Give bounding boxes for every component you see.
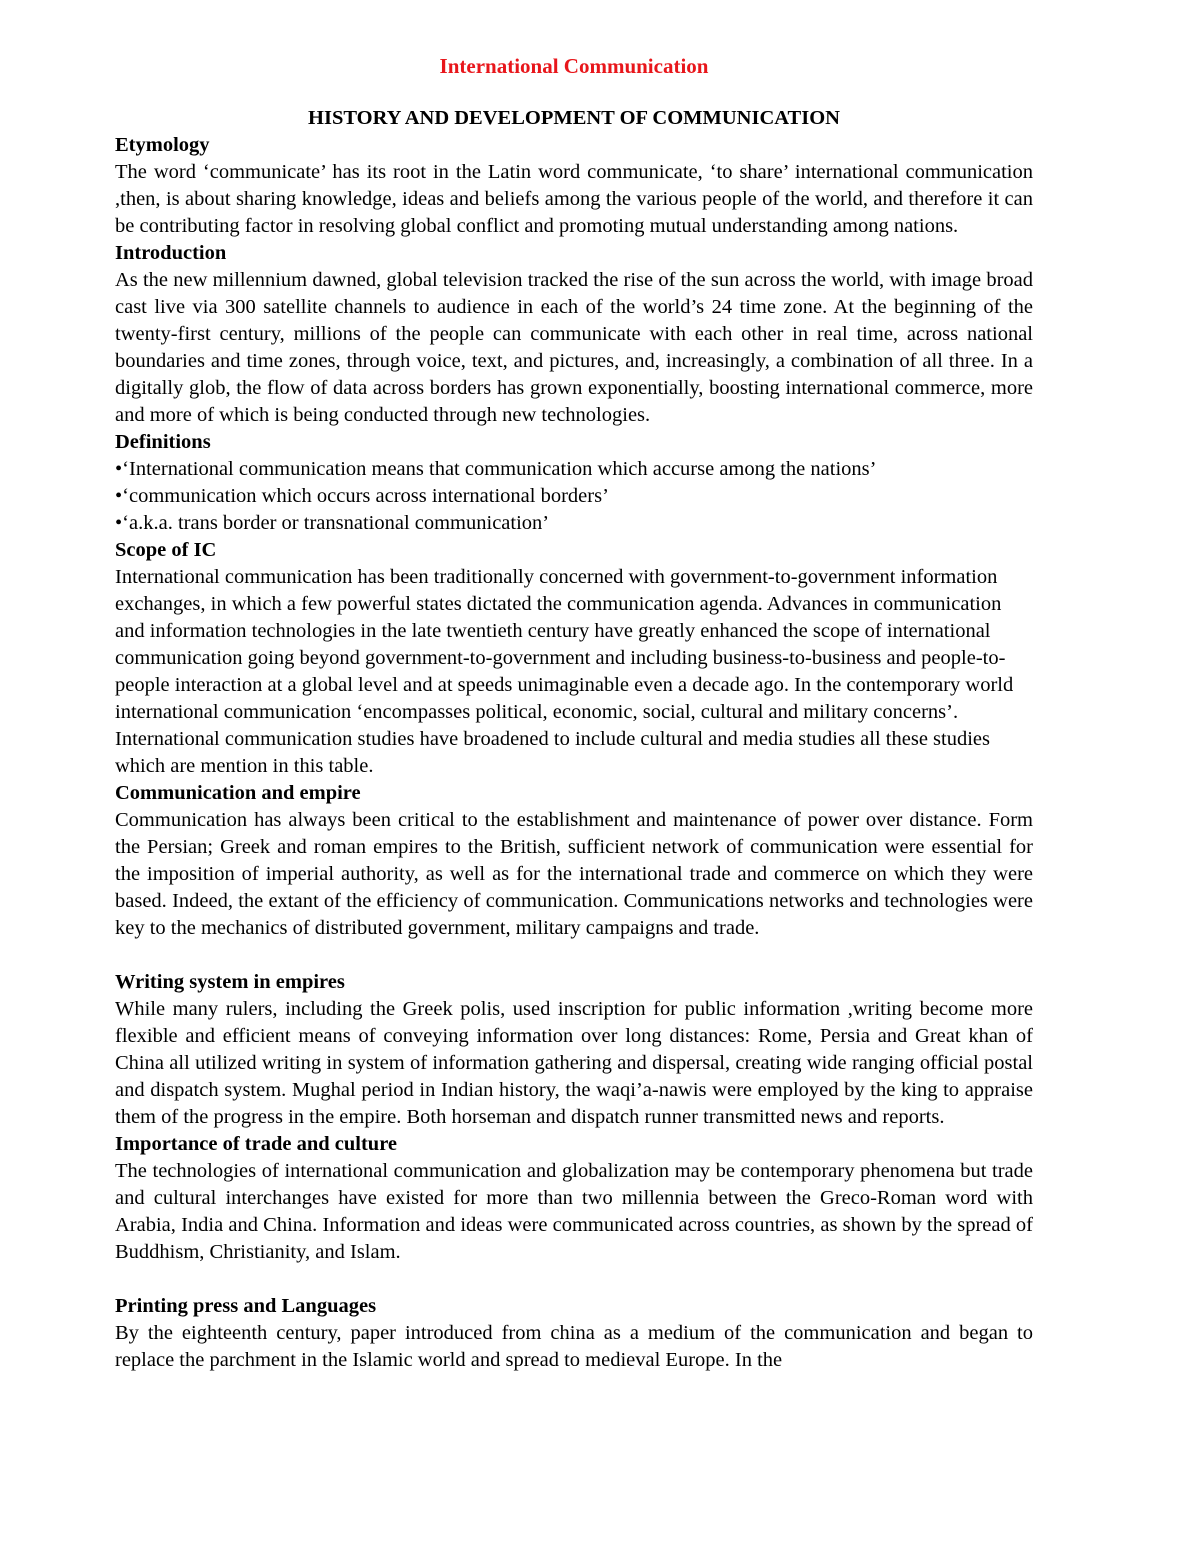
- empire-text: Communication has always been critical to the establishment and maintenance of power over distance. Form the Persian; Greek and roman empires to the British, sufficient network of communication were essential for the imposition of imperial authority, as well as for the international trade and commerce on which they were based. Indeed, the extant of the efficiency of communication. Communications networks and technologies were key to the mechanics of distributed government, military campaigns and trade.: [115, 809, 1033, 939]
- introduction-text: As the new millennium dawned, global television tracked the rise of the sun across the world, with image broad cast live via 300 satellite channels to audience in each of the world’s 24 time zone. At the beginning of the twenty-first century, millions of the people can communicate with each other in real time, across national boundaries and time zones, through voice, text, and pictures, and, increasingly, a combination of all three. In a digitally glob, the flow of data across borders has grown exponentially, boosting international commerce, more and more of which is being conducted through new technologies.: [115, 269, 1033, 426]
- trade-text: The technologies of international communication and globalization may be contemporary phenomena but trade and cultural interchanges have existed for more than two millennia between the Greco-Roman word with Arabia, India and China. Information and ideas were communicated across countries, as shown by the spread of Buddhism, Christianity, and Islam.: [115, 1160, 1033, 1263]
- scope-text: International communication has been traditionally concerned with government-to-government information exchanges, in which a few powerful states dictated the communication agenda. Advances in communication and information technologies in the late twentieth century have greatly enhanced the scope of international communication going beyond government-to-government and including business-to-business and people-to- people interaction at a global level and at speeds unimaginable even a decade ago. In the contemporary world international communication ‘encompasses political, economic, social, cultural and military concerns’. International communication studies have broadened to include cultural and media studies all these studies which are mention in this table.: [115, 566, 1014, 777]
- definitions-list: [115, 456, 1033, 537]
- definition-item: •‘communication which occurs across international borders’: [115, 485, 609, 507]
- definition-item: •‘International communication means that communication which accurse among the nations’: [115, 458, 877, 480]
- writing-heading: Writing system in empires: [115, 971, 345, 993]
- etymology-heading: Etymology: [115, 134, 210, 156]
- printing-heading: Printing press and Languages: [115, 1295, 377, 1317]
- document-title: International Communication: [439, 54, 709, 78]
- definitions-heading: Definitions: [115, 431, 211, 453]
- trade-heading: Importance of trade and culture: [115, 1133, 398, 1155]
- etymology-text: The word ‘communicate’ has its root in the Latin word communicate, ‘to share’ international communication ,then, is about sharing knowledge, ideas and beliefs among the various people of the world, and therefore it can be contributing factor in resolving global conflict and promoting mutual understanding among nations.: [115, 161, 1033, 237]
- definition-item: •‘a.k.a. trans border or transnational communication’: [115, 512, 550, 534]
- writing-text: While many rulers, including the Greek polis, used inscription for public information ,writing become more flexible and efficient means of conveying information over long distances: Rome, Persia and Great khan of China all utilized writing in system of information gathering and dispersal, creating wide ranging official postal and dispatch system. Mughal period in Indian history, the waqi’a-nawis were employed by the king to appraise them of the progress in the empire. Both horseman and dispatch runner transmitted news and reports.: [115, 998, 1033, 1128]
- printing-text: By the eighteenth century, paper introduced from china as a medium of the communication and began to replace the parchment in the Islamic world and spread to medieval Europe. In the: [115, 1322, 1033, 1371]
- main-heading: HISTORY AND DEVELOPMENT OF COMMUNICATION: [308, 107, 840, 129]
- introduction-heading: Introduction: [115, 242, 227, 264]
- document-page: [115, 52, 1033, 1374]
- scope-heading: Scope of IC: [115, 539, 217, 561]
- empire-heading: Communication and empire: [115, 782, 361, 804]
